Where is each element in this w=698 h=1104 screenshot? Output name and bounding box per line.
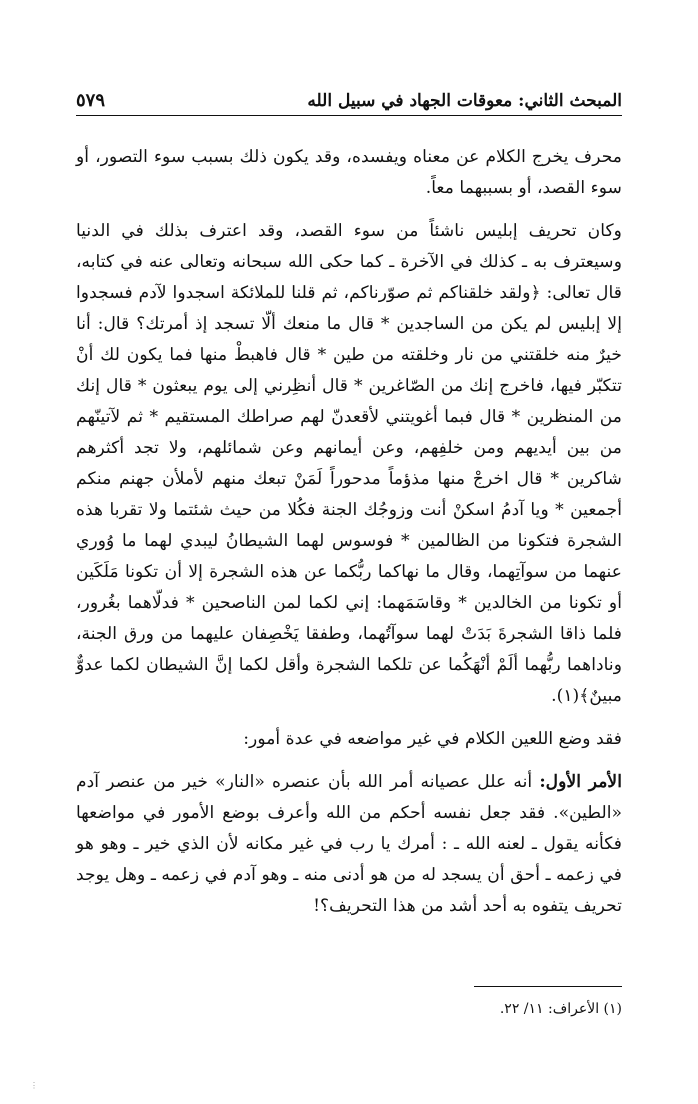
paragraph-1: محرف يخرج الكلام عن معناه ويفسده، وقد يكون ذلك بسبب سوء التصور، أو سوء القصد، أو بسببهما معاً. — [76, 147, 622, 198]
scan-artifact-dots: ⋮ — [30, 1081, 38, 1090]
page-number: ٥٧٩ — [76, 90, 106, 111]
header-title: المبحث الثاني: معوقات الجهاد في سبيل الله — [307, 91, 622, 111]
paragraph-4-text: أنه علل عصيانه أمر الله بأن عنصره «النار» خير من عنصر آدم «الطين». فقد جعل نفسه أحكم من الله وأعرف بوضع الأمور في مواضعها فكأنه يقول ـ لعنه الله ـ : أمرك يا رب في غير مكانه لأن الذي خير ـ وهو هو في زعمه ـ أحق أن يسجد له من هو أدنى منه ـ وهو آدم في زعمه ـ وهل يوجد تحريف يتفوه به أحد أشد من هذا التحريف؟! — [76, 772, 622, 916]
paragraph-3: فقد وضع اللعين الكلام في غير مواضعه في عدة أمور: — [243, 729, 622, 749]
paragraph-2: وكان تحريف إبليس ناشئاً من سوء القصد، وقد اعترف بذلك في الدنيا وسيعترف به ـ كذلك في الآخرة ـ كما حكى الله سبحانه وتعالى عنه في كتابه، قال تعالى: ﴿ولقد خلقناكم ثم صوّرناكم، ثم قلنا للملائكة اسجدوا لآدم فسجدوا إلا إبليس لم يكن من الساجدين * قال ما منعك ألّا تسجد إذ أمرتك؟ قال: أنا خيرٌ منه خلقتني من نار وخلقته من طين * قال فاهبطْ منها فما يكون لك أنْ تتكبّر فيها، فاخرج إنك من الصّاغرين * قال أنظِرني إلى يوم يبعثون * قال إنك من المنظرين * قال فبما أغويتني لأقعدنّ لهم صراطك المستقيم * ثم لآتينّهم من بين أيديهم ومن خلفِهم، وعن أيمانهم وعن شمائلهم، ولا تجد أكثرهم شاكرين * قال اخرجْ منها مذؤماً مدحوراً لَمَنْ تبعك منهم لأملأن جهنم منكم أجمعين * ويا آدمُ اسكنْ أنت وزوجُك الجنة فكُلا من حيث شئتما ولا تقربا هذه الشجرة فتكونا من الظالمين * فوسوس لهما الشيطانُ ليبدي لهما ما وُوري عنهما من سوآتِهما، وقال ما نهاكما ربُّكما عن هذه الشجرة إلا أن تكونا مَلَكَين أو تكونا من الخالدين * وقاسَمَهما: إني لكما لمن الناصحين * فدلّاهما بغُرور، فلما ذاقا الشجرةَ بَدَتْ لهما سوآتُهما، وطفقا يَخْصِفان عليهما من ورق الجنة، وناداهما ربُّهما ألَمْ أنْهَكُما عن تلكما الشجرة وأقل لكما إنَّ الشيطان لكما عدوٌّ مبينٌ﴾(١). — [76, 221, 622, 706]
footnote-separator — [474, 986, 622, 987]
paragraph-4-lead: الأمر الأول: — [539, 772, 622, 792]
paragraph-4 — [76, 767, 622, 922]
footnote: (١) الأعراف: ١١/ ٢٢. — [499, 1001, 622, 1017]
body-text — [76, 142, 622, 922]
running-header — [76, 82, 622, 116]
